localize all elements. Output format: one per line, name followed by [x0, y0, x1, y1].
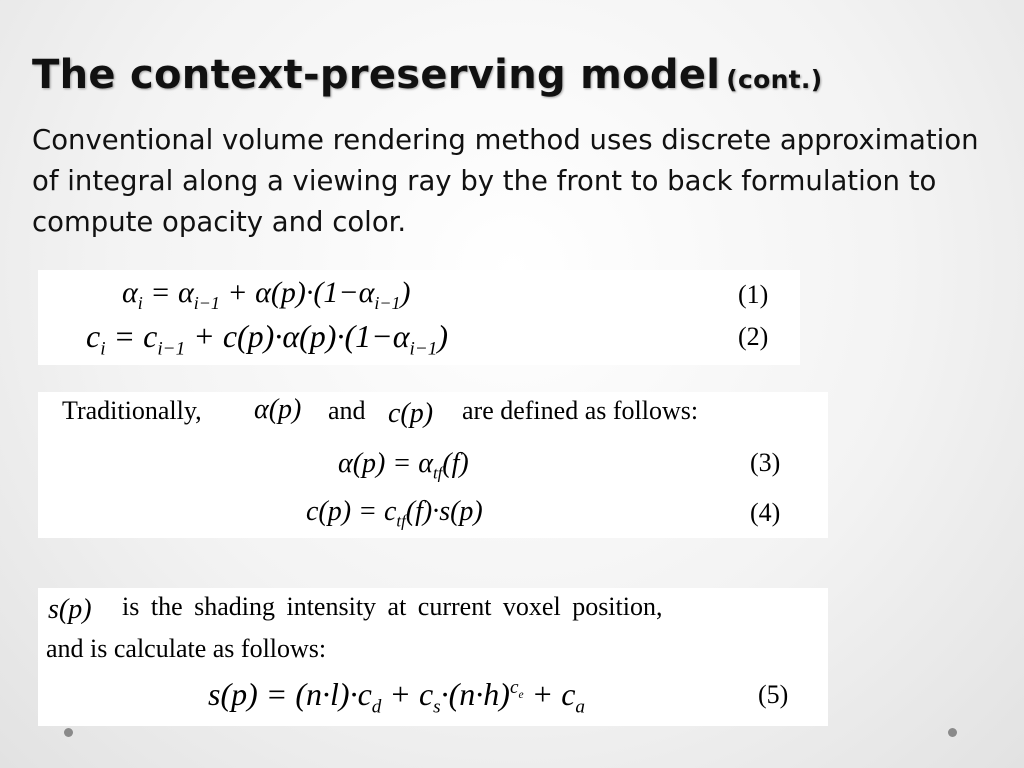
equation-2-number: (2) — [738, 322, 769, 351]
title-suffix: (cont.) — [726, 65, 823, 94]
equation-4-number: (4) — [750, 498, 781, 527]
equation-4: $c(p) = c_{tf}(f)\cdot s(p)$ — [306, 496, 483, 531]
equation-2: $c_i = c_{i-1} + c(p)\cdot\alpha(p)\cdot(1-\alpha_{i-1})$ — [86, 318, 449, 360]
equation-5: $s(p) = (n\cdot l)\cdot c_d + c_s\cdot(n\cdot h)^{c_e} + c_a$ — [208, 676, 585, 718]
intro-calculate: and is calculate as follows: — [46, 634, 327, 663]
equation-1-number: (1) — [738, 280, 769, 309]
s-p-symbol: s(p) — [48, 594, 92, 625]
equation-box-1 — [38, 270, 800, 365]
decorative-dot-right — [948, 728, 957, 737]
intro-and: and — [328, 396, 366, 425]
intro-traditionally: Traditionally, — [62, 396, 202, 425]
equation-3: $\alpha(p) = \alpha_{tf}(f)$ — [338, 448, 469, 483]
intro-defined: are defined as follows: — [462, 396, 699, 425]
equation-box-2 — [38, 392, 828, 538]
c-p-symbol: c(p) — [388, 398, 434, 429]
intro-shading: is the shading intensity at current voxel position, — [122, 592, 663, 621]
slide-title — [32, 52, 822, 98]
body-paragraph: Conventional volume rendering method uses discrete approximation of integral along a viewing ray by the front to back formulation to compute opacity and color. — [32, 124, 979, 238]
equation-5-number: (5) — [758, 680, 789, 709]
alpha-p-symbol: α(p) — [254, 394, 302, 425]
decorative-dot-left — [64, 728, 73, 737]
equation-box-3 — [38, 588, 828, 726]
title-text: The context-preserving model — [32, 52, 721, 98]
equation-1: $\alpha_i = \alpha_{i-1} + \alpha(p)\cdot(1-\alpha_{i-1})$ — [122, 276, 411, 313]
equation-3-number: (3) — [750, 448, 781, 477]
